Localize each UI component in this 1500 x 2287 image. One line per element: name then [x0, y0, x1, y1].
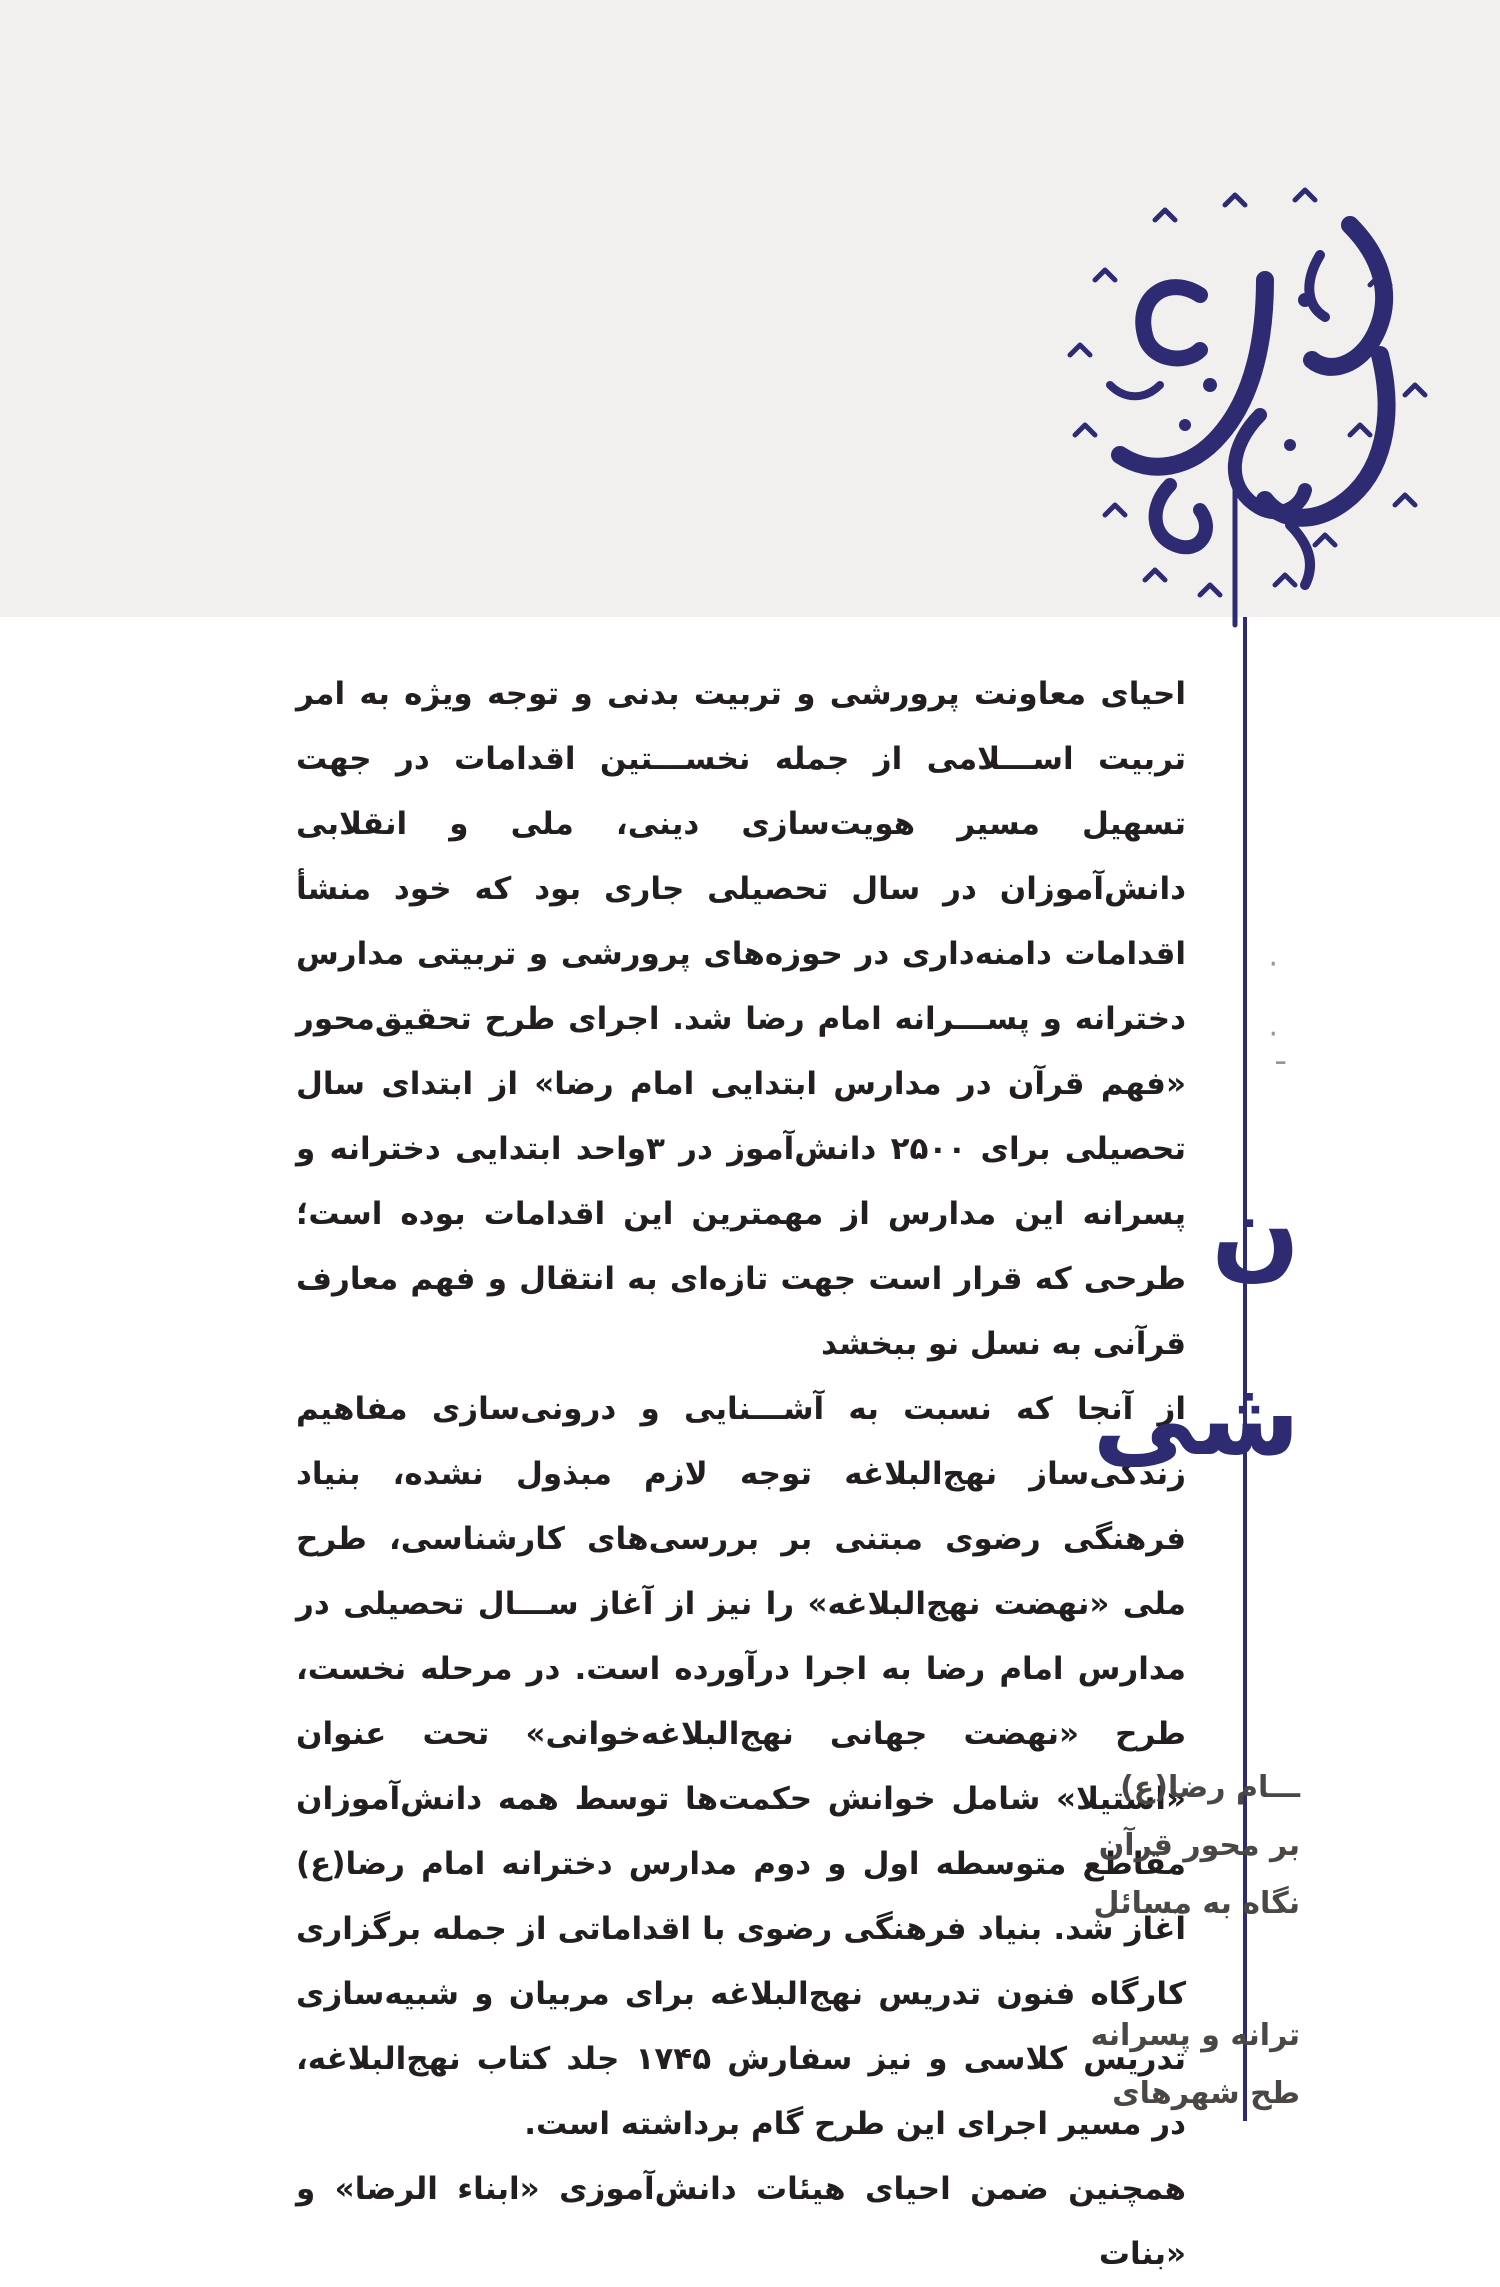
article-paragraph: از آنجا که نسبت به آشـــنایی و درونی‌سازی مفاهیم زندگی‌ساز نهج‌البلاغه توجه لازم مبذول نشده، بنیاد فرهنگی رضوی مبتنی بر بررسی‌های کارشناسی، طرح ملی «نهضت نهج‌البلاغه» را نیز از آغاز ســـال تحصیلی در مدارس امام رضا به اجرا درآورده است. در مرحله نخست، طرح «نهضت جهانی نهج‌البلاغه‌خوانی» تحت عنوان «استیلا» شامل خوانش حکمت‌ها توسط همه دانش‌آموزان مقاطع متوسطه اول و دوم مدارس دخترانه امام رضا(ع) آغاز شد. بنیاد فرهنگی رضوی با اقداماتی از جمله برگزاری کارگاه فنون تدریس نهج‌البلاغه برای مربیان و شبیه‌سازی تدریس کلاسی و نیز سفارش ۱۷۴۵ جلد کتاب نهج‌البلاغه، در مسیر اجرای این طرح گام برداشته است.	[296, 1391, 1186, 2142]
article-paragraph: همچنین ضمن احیای هیئات دانش‌آموزی «ابناء الرضا» و «بنات	[296, 2171, 1186, 2272]
column-mark: ·	[1268, 947, 1278, 982]
article-paragraph: احیای معاونت پرورشی و تربیت بدنی و توجه ویژه به امر تربیت اســـلامی از جمله نخســـتین اقدامات در جهت تسهیل مسیر هویت‌سازی دینی، ملی و انقلابی دانش‌آموزان در سال تحصیلی جاری بود که خود منشأ اقدامات دامنه‌داری در حوزه‌های پرورشی و تربیتی مدارس دخترانه و پســـرانه امام رضا شد. اجرای طرح تحقیق‌محور «فهم قرآن در مدارس ابتدایی امام رضا» از ابتدای سال تحصیلی برای ۲۵۰۰ دانش‌آموز در ۳واحد ابتدایی دخترانه و پسرانه این مدارس از مهمترین این اقدامات بوده است؛ طرحی که قرار است جهت تازه‌ای به انتقال و فهم معارف قرآنی به نسل نو ببخشد	[296, 676, 1187, 1362]
adjacent-column	[1090, 617, 1500, 2121]
rawaq-logo	[1050, 185, 1430, 625]
side-text-line: طح شهرهای	[1112, 2076, 1300, 2111]
side-text-line: بر محور قرآن	[1098, 1828, 1300, 1863]
side-text-line: ـــام رضا(ع)	[1120, 1770, 1300, 1805]
column-mark: ·	[1268, 1017, 1278, 1052]
side-text-line: ترانه و پسرانه	[1090, 2018, 1300, 2053]
column-mark: ـ	[1276, 1037, 1285, 1072]
side-headline-line-2: شی	[1092, 1357, 1300, 1479]
side-headline-line-1: ن	[1211, 1170, 1300, 1292]
calligraphy-logo-icon	[1050, 185, 1430, 625]
side-text-line: نگاه به مسائل	[1093, 1886, 1300, 1921]
article-body	[296, 662, 1186, 2287]
